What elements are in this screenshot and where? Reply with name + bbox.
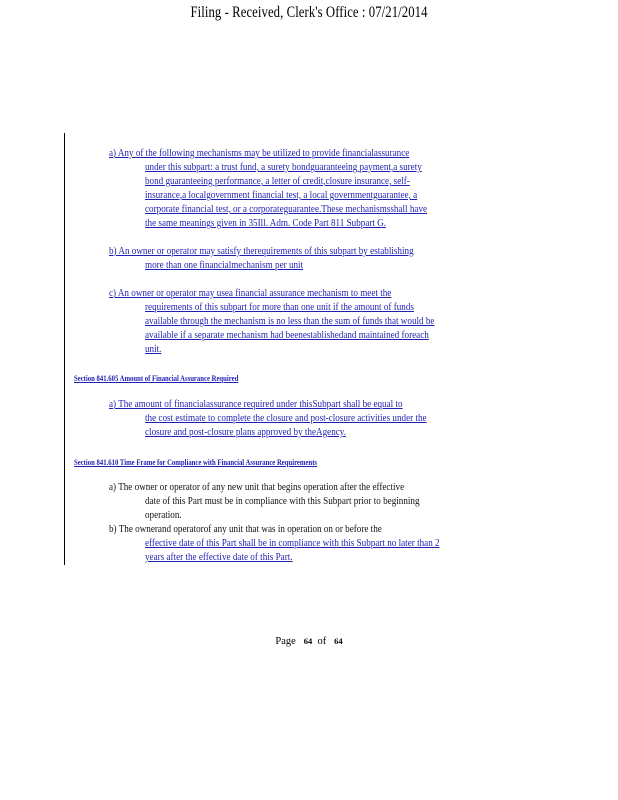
- subpart-a-paragraph-line: the same meanings given in 35Ill. Adm. Code Part 811 Subpart G.: [145, 218, 387, 229]
- subpart-a-paragraph-line: bond guaranteeing performance, a letter of credit,closure insurance, self-: [145, 176, 410, 187]
- subpart-b-paragraph-line: more than one financialmechanism per unit: [145, 260, 304, 271]
- subpart-c-paragraph-line: available if a separate mechanism had beenestablishedand maintained foreach: [145, 330, 429, 341]
- section-605-paragraph-line: a) The amount of financialassurance required under thisSubpart shall be equal to: [109, 399, 403, 410]
- subpart-c-paragraph-line: unit.: [145, 344, 162, 355]
- subpart-a-paragraph-line: corporate financial test, or a corporateguarantee.These mechanismsshall have: [145, 204, 428, 215]
- section-610-a-paragraph-line: date of this Part must be in compliance with this Subpart prior to beginning: [145, 496, 420, 507]
- page-label: Page: [275, 636, 296, 647]
- section-610-b-paragraph-line: b) The ownerand operatorof any unit that was in operation on or before the: [109, 524, 382, 535]
- section-610-b-paragraph-line: effective date of this Part shall be in compliance with this Subpart no later than 2: [145, 538, 440, 549]
- subpart-c-paragraph-line: requirements of this subpart for more than one unit if the amount of funds: [145, 302, 414, 313]
- subpart-b-paragraph-line: b) An owner or operator may satisfy therequirements of this subpart by establishing: [109, 246, 414, 257]
- subpart-a-paragraph-line: under this subpart: a trust fund, a surety bondguaranteeing payment,a surety: [145, 162, 422, 173]
- section-610-b-paragraph-line: years after the effective date of this Part.: [145, 552, 293, 563]
- section-610-heading: Section 841.610 Time Frame for Compliance with Financial Assurance Requirements: [74, 457, 318, 467]
- page-number: 64: [303, 636, 313, 646]
- section-605-heading: Section 841.605 Amount of Financial Assurance Required: [74, 373, 239, 383]
- section-605-paragraph-line: the cost estimate to complete the closure and post-closure activities under the: [145, 413, 427, 424]
- filing-stamp-header: Filing - Received, Clerk's Office : 07/21/2014: [190, 4, 428, 21]
- page-footer: [0, 636, 618, 647]
- subpart-c-paragraph-line: available through the mechanism is no less than the sum of funds that would be: [145, 316, 435, 327]
- subpart-c-paragraph-line: c) An owner or operator may usea financial assurance mechanism to meet the: [109, 288, 392, 299]
- section-605-paragraph-line: closure and post-closure plans approved by theAgency.: [145, 427, 347, 438]
- subpart-a-paragraph-line: insurance,a localgovernment financial test, a local governmentguarantee, a: [145, 190, 418, 201]
- subpart-a-paragraph-line: a) Any of the following mechanisms may be utilized to provide financialassurance: [109, 148, 410, 159]
- revision-margin-bar: [64, 133, 65, 565]
- section-610-a-paragraph-line: a) The owner or operator of any new unit that begins operation after the effective: [109, 482, 405, 493]
- section-610-a-paragraph-line: operation.: [145, 510, 182, 521]
- page-of-label: of: [317, 636, 327, 647]
- page-total: 64: [334, 636, 343, 646]
